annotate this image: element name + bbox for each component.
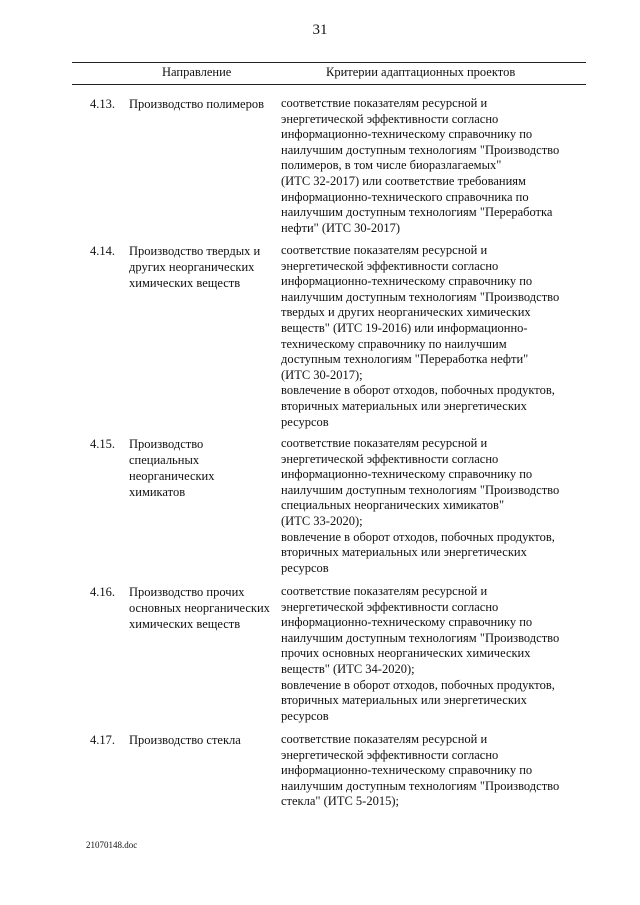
page-number: 31 [312,22,328,38]
criteria-line: наилучшим доступным технологиям "Производство [281,142,560,157]
direction-line: специальных [129,453,200,467]
row-direction [129,436,279,500]
criteria-line: энергетической эффективности согласно [281,111,499,126]
criteria-line: ресурсов [281,414,329,429]
direction-line: химических веществ [129,276,241,290]
criteria-line: наилучшим доступным технологиям "Переработка [281,205,553,220]
criteria-line: (ИТС 33-2020); [281,513,363,528]
criteria-line: доступным технологиям "Переработка нефти" [281,352,529,367]
criteria-line: соответствие показателям ресурсной и [281,732,488,746]
direction-line: Производство стекла [129,733,241,747]
row-criteria [281,243,586,430]
criteria-line: вовлечение в оборот отходов, побочных продуктов, [281,529,555,544]
row-direction [129,584,279,632]
criteria-line: ресурсов [281,708,329,723]
criteria-line: информационно-техническому справочнику по [281,763,533,778]
criteria-line: наилучшим доступным технологиям "Производство [281,289,560,304]
row-criteria [281,436,586,576]
direction-line: Производство полимеров [129,97,264,111]
direction-line: других неорганических [129,260,255,274]
direction-line: неорганических [129,469,215,483]
criteria-line: соответствие показателям ресурсной и [281,436,488,450]
direction-line: Производство [129,437,204,451]
criteria-line: наилучшим доступным технологиям "Производство [281,482,560,497]
criteria-line: прочих основных неорганических химических [281,646,531,661]
criteria-line: соответствие показателям ресурсной и [281,584,488,598]
row-number: 4.17. [90,733,115,747]
criteria-line: информационно-техническому справочнику по [281,127,533,142]
row-direction [129,732,279,748]
row-criteria [281,584,586,724]
column-header-criteria: Критерии адаптационных проектов [326,65,516,79]
criteria-line: вторичных материальных или энергетических [281,545,527,560]
row-criteria [281,96,586,236]
criteria-line: специальных неорганических химикатов" [281,498,505,513]
header-bottom-rule [72,84,586,85]
criteria-line: информационно-техническому справочнику по [281,615,533,630]
direction-line: химических веществ [129,617,241,631]
direction-line: Производство прочих [129,585,245,599]
criteria-line: ресурсов [281,560,329,575]
criteria-line: (ИТС 32-2017) или соответствие требованиям [281,173,526,188]
criteria-line: энергетической эффективности согласно [281,599,499,614]
criteria-line: (ИТС 30-2017); [281,367,363,382]
criteria-line: техническому справочнику по наилучшим [281,336,507,351]
criteria-line: полимеров, в том числе биоразлагаемых" [281,158,502,173]
criteria-line: энергетической эффективности согласно [281,451,499,466]
criteria-line: твердых и других неорганических химических [281,305,531,320]
direction-line: основных неорганических [129,601,270,615]
criteria-line: веществ" (ИТС 34-2020); [281,661,415,676]
footer-filename: 21070148.doc [86,840,138,850]
criteria-line: стекла" (ИТС 5-2015); [281,794,399,809]
row-number: 4.15. [90,437,115,451]
row-direction [129,243,279,291]
row-number: 4.14. [90,244,115,258]
criteria-line: наилучшим доступным технологиям "Производство [281,630,560,645]
criteria-line: информационно-техническому справочнику по [281,274,533,289]
column-header-direction: Направление [162,65,232,79]
criteria-line: энергетической эффективности согласно [281,258,499,273]
header-top-rule [72,62,586,63]
criteria-line: соответствие показателям ресурсной и [281,243,488,257]
criteria-line: соответствие показателям ресурсной и [281,96,488,110]
row-criteria [281,732,586,810]
criteria-line: вторичных материальных или энергетических [281,693,527,708]
row-direction [129,96,279,112]
direction-line: химикатов [129,485,186,499]
criteria-line: наилучшим доступным технологиям "Производство [281,778,560,793]
criteria-line: информационно-технического справочника по [281,189,529,204]
criteria-line: веществ" (ИТС 19-2016) или информационно- [281,320,528,335]
criteria-line: вовлечение в оборот отходов, побочных продуктов, [281,383,555,398]
criteria-line: нефти" (ИТС 30-2017) [281,220,400,235]
row-number: 4.13. [90,97,115,111]
direction-line: Производство твердых и [129,244,261,258]
row-number: 4.16. [90,585,115,599]
criteria-line: информационно-техническому справочнику по [281,467,533,482]
criteria-line: вовлечение в оборот отходов, побочных продуктов, [281,677,555,692]
criteria-line: вторичных материальных или энергетических [281,398,527,413]
criteria-line: энергетической эффективности согласно [281,747,499,762]
